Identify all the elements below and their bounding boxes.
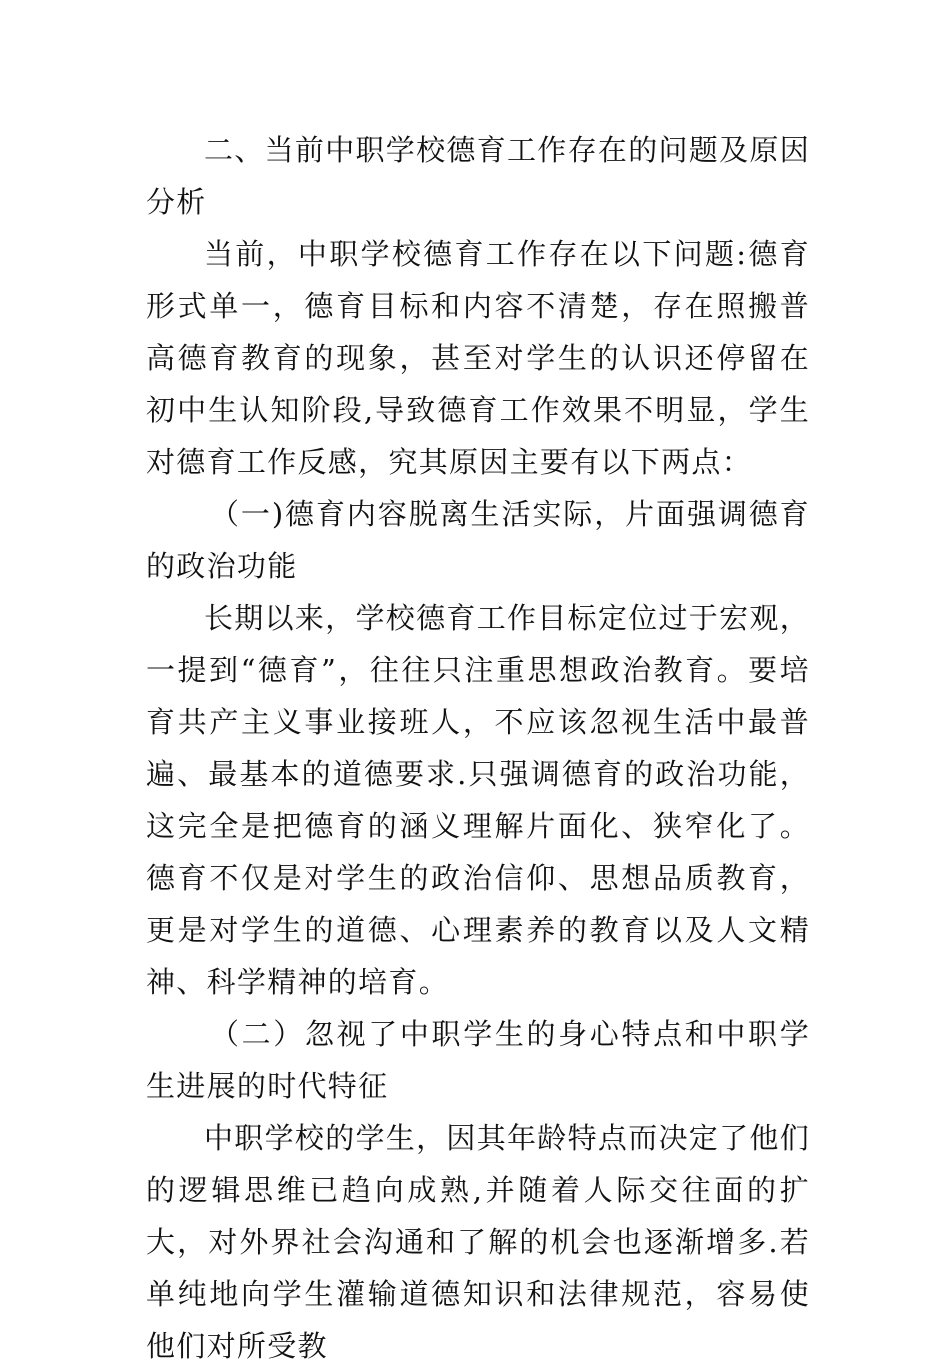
subheading-one: （一)德育内容脱离生活实际，片面强调德育的政治功能 <box>146 497 810 583</box>
document-body <box>146 124 810 1372</box>
subheading-two: （二）忽视了中职学生的身心特点和中职学生进展的时代特征 <box>146 1017 810 1103</box>
paragraph-student-traits: 中职学校的学生，因其年龄特点而决定了他们的逻辑思维已趋向成熟,并随着人际交往面的扩大，对外界社会沟通和了解的机会也逐渐增多.若单纯地向学生灌输道德知识和法律规范，容易使他们对所受教 <box>146 1121 811 1363</box>
paragraph-political-function: 长期以来，学校德育工作目标定位过于宏观，一提到“德育”，往往只注重思想政治教育。要培育共产主义事业接班人，不应该忽视生活中最普遍、最基本的道德要求.只强调德育的政治功能，这完全是把德育的涵义理解片面化、狭窄化了。德育不仅是对学生的政治信仰、思想品质教育，更是对学生的道德、心理素养的教育以及人文精神、科学精神的培育。 <box>146 601 811 999</box>
paragraph-intro: 当前，中职学校德育工作存在以下问题:德育形式单一，德育目标和内容不清楚，存在照搬普高德育教育的现象，甚至对学生的认识还停留在初中生认知阶段,导致德育工作效果不明显，学生对德育工作反感，究其原因主要有以下两点： <box>146 237 810 479</box>
section-heading: 二、当前中职学校德育工作存在的问题及原因分析 <box>146 133 811 219</box>
